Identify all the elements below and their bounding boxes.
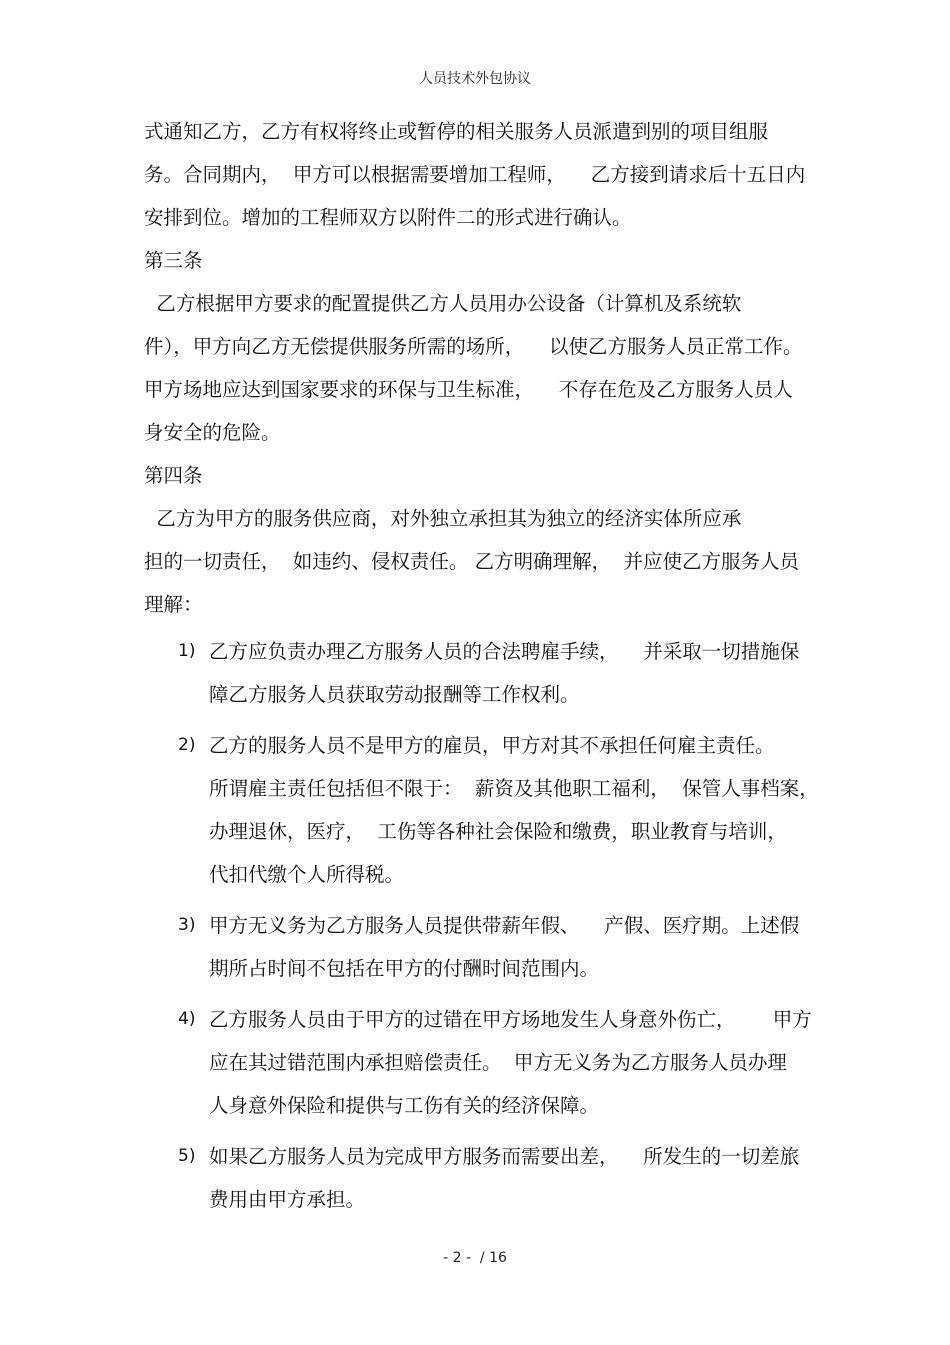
paragraph-line: 理解： bbox=[144, 593, 203, 616]
list-item-line: 代扣代缴个人所得税。 bbox=[209, 863, 405, 886]
list-item-line: 应在其过错范围内承担赔偿责任。 甲方无义务为乙方服务人员办理 bbox=[209, 1051, 787, 1074]
list-item bbox=[144, 904, 864, 990]
document-body bbox=[144, 110, 864, 1229]
list-item-line: 乙方的服务人员不是甲方的雇员，甲方对其不承担任何雇主责任。 bbox=[209, 734, 775, 757]
list-item-line: 甲方无义务为乙方服务人员提供带薪年假、 产假、医疗期。上述假 bbox=[209, 914, 800, 937]
paragraph-line: 甲方场地应达到国家要求的环保与卫生标准， 不存在危及乙方服务人员人 bbox=[144, 378, 793, 401]
list-item-line: 办理退休，医疗， 工伤等各种社会保险和缴费，职业教育与培训， bbox=[209, 820, 787, 843]
article-4-title: 第四条 bbox=[144, 464, 203, 487]
list-item-line: 乙方应负责办理乙方服务人员的合法聘雇手续， 并采取一切措施保 bbox=[209, 640, 800, 663]
paragraph-line: 式通知乙方，乙方有权将终止或暂停的相关服务人员派遣到别的项目组服 bbox=[144, 120, 769, 143]
list-item-number: 4) bbox=[178, 1009, 196, 1029]
list-item-line: 如果乙方服务人员为完成甲方服务而需要出差， 所发生的一切差旅 bbox=[209, 1145, 800, 1168]
paragraph-line: 担的一切责任， 如违约、侵权责任。 乙方明确理解， 并应使乙方服务人员 bbox=[144, 550, 799, 573]
article-3-title: 第三条 bbox=[144, 249, 203, 272]
paragraph-line: 件），甲方向乙方无偿提供服务所需的场所， 以使乙方服务人员正常工作。 bbox=[144, 335, 803, 358]
list-item bbox=[144, 1135, 864, 1221]
page-header: 人员技术外包协议 bbox=[419, 71, 531, 87]
list-item-line: 障乙方服务人员获取劳动报酬等工作权利。 bbox=[209, 683, 580, 706]
list-item-line: 费用由甲方承担。 bbox=[209, 1188, 366, 1211]
paragraph-line: 安排到位。增加的工程师双方以附件二的形式进行确认。 bbox=[144, 206, 632, 229]
list-item-line: 人身意外保险和提供与工伤有关的经济保障。 bbox=[209, 1094, 600, 1117]
list-item-number: 1) bbox=[178, 641, 196, 661]
paragraph-line: 乙方为甲方的服务供应商，对外独立承担其为独立的经济实体所应承 bbox=[144, 507, 742, 530]
list-item-line: 期所占时间不包括在甲方的付酬时间范围内。 bbox=[209, 957, 600, 980]
list-item bbox=[144, 724, 864, 896]
paragraph-line: 身安全的危险。 bbox=[144, 421, 281, 444]
list-item-number: 3) bbox=[178, 915, 196, 935]
list-item-number: 2) bbox=[178, 735, 196, 755]
list-item-line: 乙方服务人员由于甲方的过错在甲方场地发生人身意外伤亡， 甲方 bbox=[209, 1008, 812, 1031]
list-item-line: 所谓雇主责任包括但不限于： 薪资及其他职工福利， 保管人事档案， bbox=[209, 777, 819, 800]
page-number: - 2 - / 16 bbox=[443, 1250, 507, 1266]
list-item-number: 5) bbox=[178, 1146, 196, 1166]
list-item bbox=[144, 630, 864, 716]
clause-list bbox=[144, 630, 864, 1221]
paragraph-line: 务。合同期内， 甲方可以根据需要增加工程师， 乙方接到请求后十五日内 bbox=[144, 163, 806, 186]
paragraph-line: 乙方根据甲方要求的配置提供乙方人员用办公设备（计算机及系统软 bbox=[144, 292, 742, 315]
list-item bbox=[144, 998, 864, 1127]
